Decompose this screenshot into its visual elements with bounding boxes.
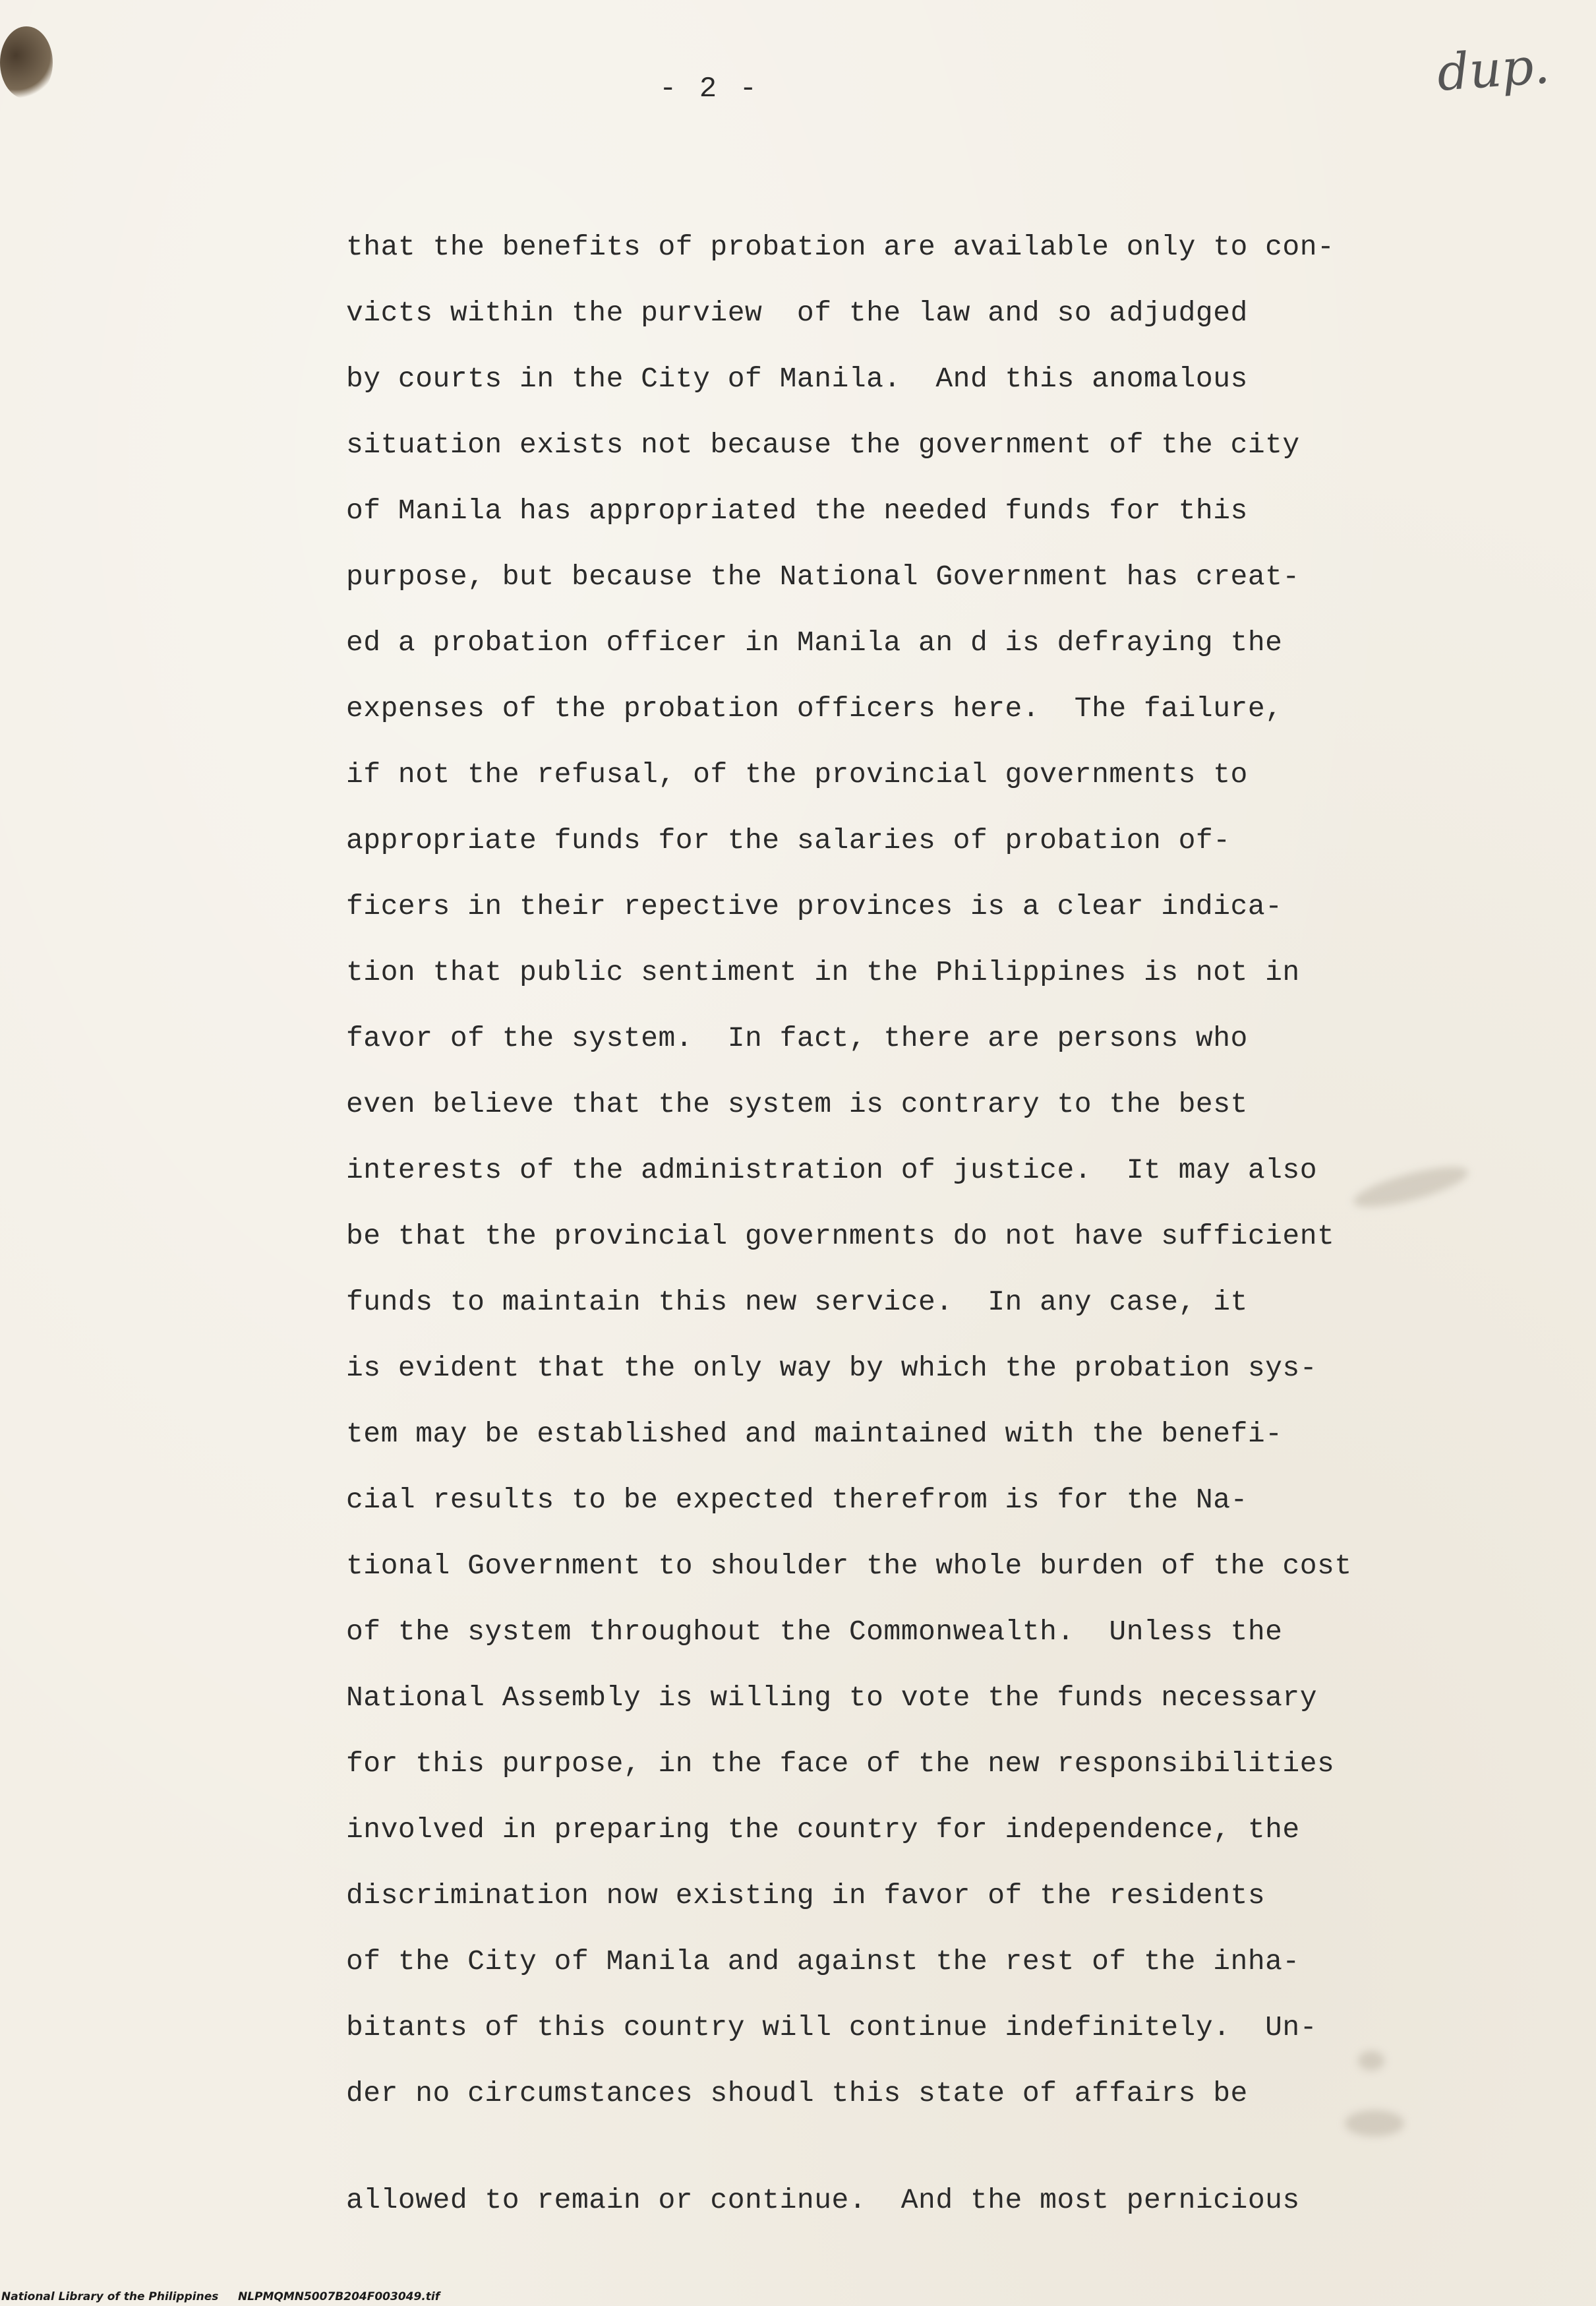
text-line: if not the refusal, of the provincial governments to: [346, 758, 1248, 791]
archive-footer: National Library of the Philippines NLPMQMN5007B204F003049.tif: [1, 2290, 440, 2303]
text-line: that the benefits of probation are available only to con-: [346, 231, 1335, 263]
handwritten-margin-note: dup.: [1435, 36, 1552, 102]
text-line: ficers in their repective provinces is a clear indica-: [346, 890, 1283, 923]
text-line: even believe that the system is contrary to the best: [346, 1088, 1248, 1120]
body-text: [346, 214, 1352, 2233]
text-line: is evident that the only way by which the probation sys-: [346, 1352, 1318, 1384]
text-line: situation exists not because the government of the city: [346, 429, 1300, 461]
text-line: tional Government to shoulder the whole burden of the cost: [346, 1550, 1352, 1582]
punch-hole: [0, 26, 53, 99]
text-line: favor of the system. In fact, there are persons who: [346, 1022, 1248, 1054]
text-line: tem may be established and maintained with the benefi-: [346, 1418, 1283, 1450]
text-line: purpose, but because the National Government has creat-: [346, 561, 1300, 593]
text-line: by courts in the City of Manila. And this anomalous: [346, 363, 1248, 395]
text-line: of the City of Manila and against the rest of the inha-: [346, 1945, 1300, 1978]
text-line: allowed to remain or continue. And the most pernicious: [346, 2184, 1300, 2216]
text-line: cial results to be expected therefrom is for the Na-: [346, 1484, 1248, 1516]
text-line: der no circumstances shoudl this state of affairs be: [346, 2077, 1248, 2109]
smudge: [1358, 2051, 1384, 2071]
smudge: [1350, 1159, 1471, 1215]
text-line: interests of the administration of justice. It may also: [346, 1154, 1318, 1186]
text-line: be that the provincial governments do not have sufficient: [346, 1220, 1335, 1252]
page-number: - 2 -: [659, 73, 760, 106]
text-line: discrimination now existing in favor of the residents: [346, 1879, 1266, 1912]
text-line: National Assembly is willing to vote the funds necessary: [346, 1682, 1318, 1714]
text-line: involved in preparing the country for independence, the: [346, 1813, 1300, 1846]
text-line: victs within the purview of the law and so adjudged: [346, 297, 1248, 329]
text-line: bitants of this country will continue indefinitely. Un-: [346, 2011, 1318, 2044]
text-line: of Manila has appropriated the needed funds for this: [346, 495, 1248, 527]
smudge: [1345, 2110, 1404, 2137]
text-line: of the system throughout the Commonwealth. Unless the: [346, 1616, 1283, 1648]
text-line: funds to maintain this new service. In any case, it: [346, 1286, 1248, 1318]
text-line: for this purpose, in the face of the new responsibilities: [346, 1747, 1335, 1780]
text-line: expenses of the probation officers here. The failure,: [346, 692, 1283, 725]
text-line: ed a probation officer in Manila an d is defraying the: [346, 626, 1283, 659]
text-line: tion that public sentiment in the Philippines is not in: [346, 956, 1300, 988]
text-line: appropriate funds for the salaries of probation of-: [346, 824, 1231, 857]
